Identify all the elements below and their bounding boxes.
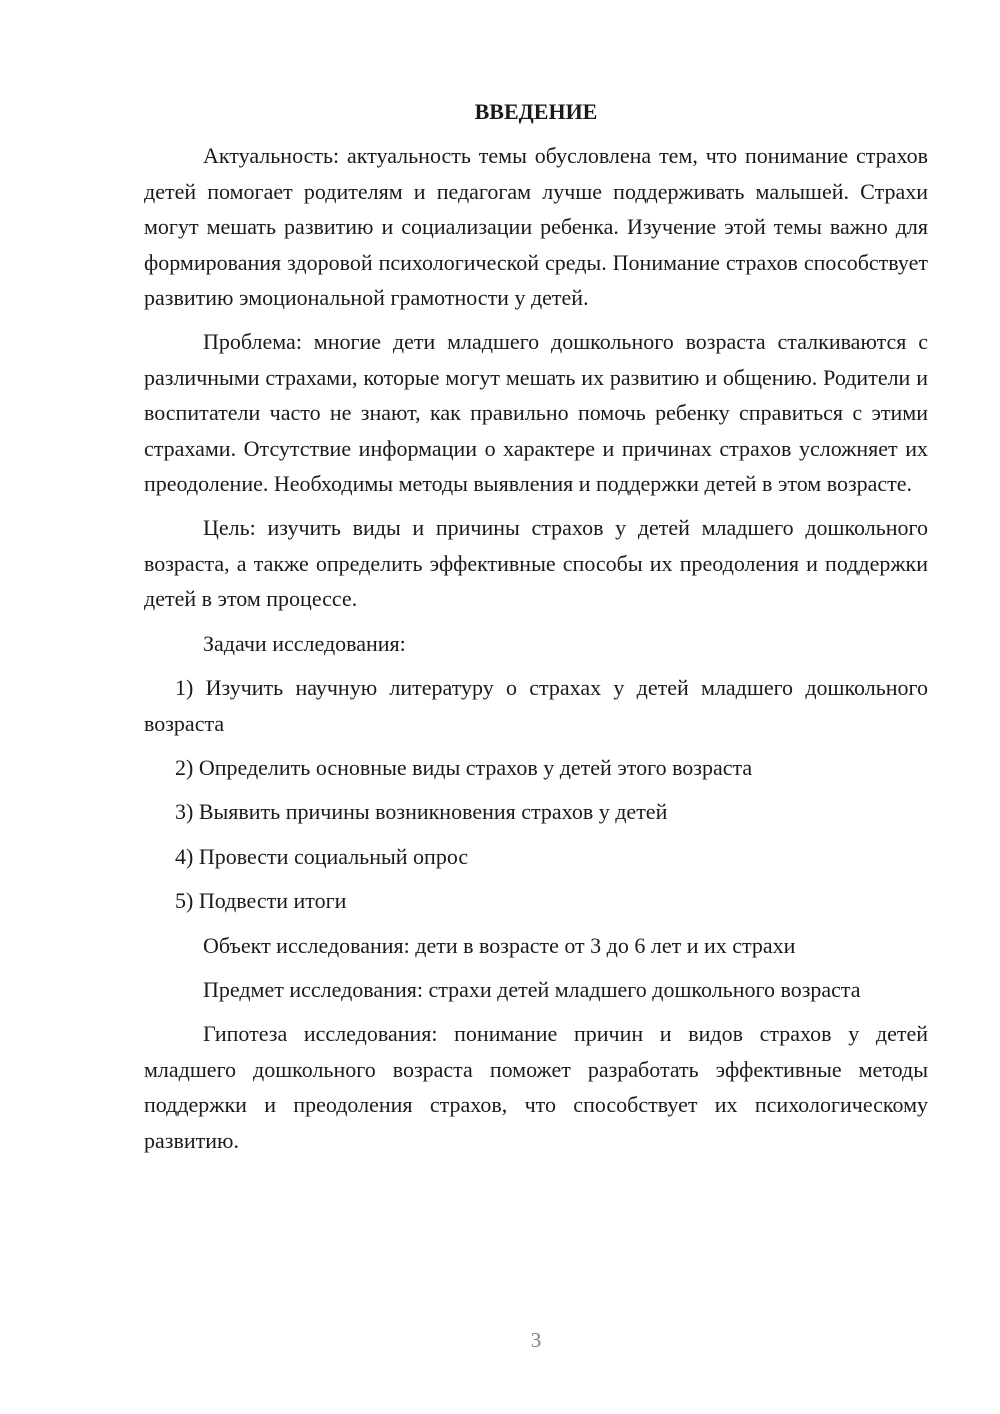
object-paragraph: Объект исследования: дети в возрасте от 3 до 6 лет и их страхи (203, 932, 796, 958)
subject-paragraph: Предмет исследования: страхи детей младшего дошкольного возраста (203, 976, 861, 1002)
problem-paragraph: Проблема: многие дети младшего дошкольного возраста сталкиваются с различными страхами, которые могут мешать их развитию и общению. Родители и воспитатели часто не знают, как правильно помочь ребенку справиться с этими страхами. Отсутствие информации о характере и причинах страхов усложняет их преодоление. Необходимы методы выявления и поддержки детей в этом возрасте. (144, 329, 928, 497)
relevance-paragraph: Актуальность: актуальность темы обусловлена тем, что понимание страхов детей помогает родителям и педагогам лучше поддерживать малышей. Страхи могут мешать развитию и социализации ребенка. Изучение этой темы важно для формирования здоровой психологической среды. Понимание страхов способствует развитию эмоциональной грамотности у детей. (144, 143, 928, 311)
hypothesis-paragraph: Гипотеза исследования: понимание причин и видов страхов у детей младшего дошкольного возраста поможет разработать эффективные методы поддержки и преодоления страхов, что способствует их психологическому развитию. (144, 1021, 928, 1153)
task-item-1: 1) Изучить научную литературу о страхах у детей младшего дошкольного возраста (144, 675, 928, 736)
page-title: ВВЕДЕНИЕ (474, 99, 598, 124)
task-item-3: 3) Выявить причины возникновения страхов у детей (175, 799, 668, 825)
task-item-4: 4) Провести социальный опрос (175, 843, 469, 869)
task-item-2: 2) Определить основные виды страхов у детей этого возраста (175, 754, 753, 780)
tasks-heading: Задачи исследования: (203, 630, 406, 656)
goal-paragraph: Цель: изучить виды и причины страхов у детей младшего дошкольного возраста, а также определить эффективные способы их преодоления и поддержки детей в этом процессе. (144, 515, 928, 612)
document-body (144, 94, 928, 1167)
task-item-5: 5) Подвести итоги (175, 888, 347, 914)
page-number: 3 (530, 1328, 542, 1352)
